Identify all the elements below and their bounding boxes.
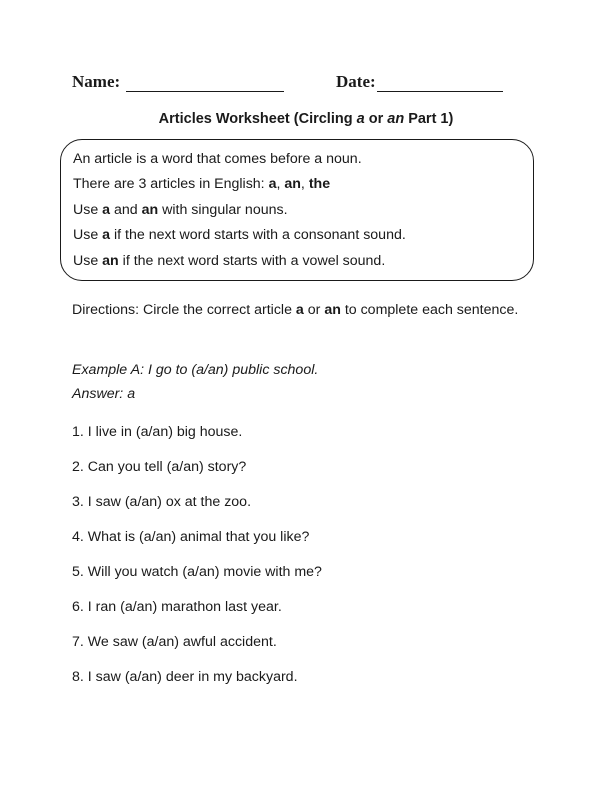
rules-box	[60, 139, 534, 281]
rule-line-4-a: a	[102, 227, 111, 244]
question-item: 1. I live in (a/an) big house.	[72, 424, 243, 440]
question-item: 8. I saw (a/an) deer in my backyard.	[72, 669, 298, 685]
rule-line-5-suffix: if the next word starts with a vowel sound.	[118, 252, 386, 269]
rule-line-1	[73, 147, 533, 172]
header-row	[72, 72, 512, 96]
rule-line-3-an: an	[141, 201, 159, 218]
date-label: Date:	[336, 72, 376, 91]
rule-line-2	[73, 172, 533, 197]
title-connector: or	[364, 111, 388, 127]
title-suffix: Part 1)	[404, 111, 454, 127]
rule-line-4-suffix: if the next word starts with a consonant sound.	[110, 227, 406, 244]
question-item: 7. We saw (a/an) awful accident.	[72, 634, 277, 650]
rule-line-2-prefix: There are 3 articles in English:	[73, 176, 269, 193]
title-article-a: a	[356, 111, 365, 127]
title-article-an: an	[387, 111, 405, 127]
question-item: 4. What is (a/an) animal that you like?	[72, 529, 310, 545]
rule-line-2-the: the	[308, 176, 331, 193]
question-item: 3. I saw (a/an) ox at the zoo.	[72, 494, 252, 510]
question-item: 5. Will you watch (a/an) movie with me?	[72, 564, 322, 580]
worksheet-title	[0, 111, 612, 127]
directions	[72, 298, 542, 323]
rule-line-4	[73, 223, 533, 248]
name-label: Name:	[72, 72, 121, 91]
rule-line-3-mid: and	[110, 201, 142, 218]
question-list	[72, 420, 542, 700]
directions-prefix: Directions: Circle the correct article	[72, 302, 296, 318]
date-blank-line	[377, 75, 503, 92]
rule-line-2-an: an	[284, 176, 301, 193]
question-item: 6. I ran (a/an) marathon last year.	[72, 599, 282, 615]
rule-line-2-a: a	[268, 176, 277, 193]
rule-line-5	[73, 249, 533, 274]
date-field	[336, 72, 503, 92]
rule-line-3-a: a	[102, 201, 111, 218]
example-answer: Answer: a	[72, 386, 136, 402]
rule-line-1-text: An article is a word that comes before a noun.	[73, 151, 362, 167]
title-prefix: Articles Worksheet (Circling	[158, 111, 357, 127]
rule-line-2-sep2: ,	[300, 176, 309, 193]
example-question: Example A: I go to (a/an) public school.	[72, 362, 319, 378]
rule-line-5-an: an	[102, 252, 119, 269]
directions-article-a: a	[295, 302, 304, 318]
name-blank-line	[126, 75, 284, 92]
rule-line-3-prefix: Use	[73, 201, 103, 218]
directions-suffix: to complete each sentence.	[340, 302, 519, 318]
rule-line-4-prefix: Use	[73, 227, 103, 244]
rule-line-3-suffix: with singular nouns.	[158, 201, 288, 218]
rule-line-3	[73, 198, 533, 223]
rule-line-2-sep1: ,	[276, 176, 285, 193]
rule-line-5-prefix: Use	[73, 252, 103, 269]
directions-article-an: an	[324, 302, 341, 318]
question-item: 2. Can you tell (a/an) story?	[72, 459, 247, 475]
directions-connector: or	[303, 302, 325, 318]
name-field	[72, 72, 284, 92]
example-block	[72, 358, 542, 406]
